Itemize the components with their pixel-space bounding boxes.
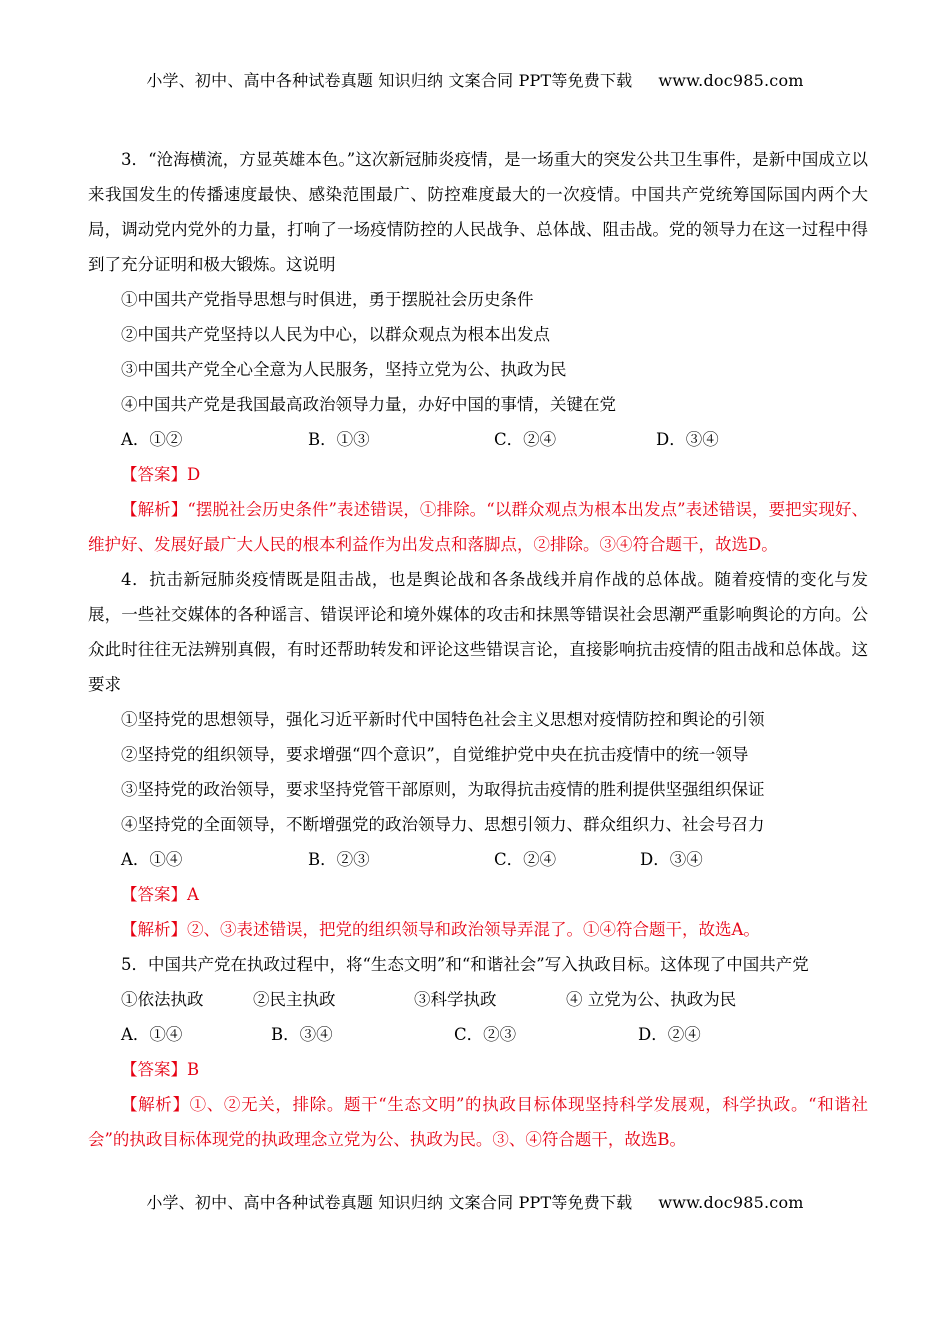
statement-option: ④坚持党的全面领导，不断增强党的政治领导力、思想引领力、群众组织力、社会号召力 — [121, 815, 765, 834]
question-stem: 3．“沧海横流，方显英雄本色。”这次新冠肺炎疫情，是一场重大的突发公共卫生事件，是新中国成立以来我国发生的传播速度最快、感染范围最广、防控难度最大的一次疫情。中国共产党统筹国际国内两个大局，调动党内党外的力量，打响了一场疫情防控的人民战争、总体战、阻击战。党的领导力在这一过程中得到了充分证明和极大锻炼。这说明 — [88, 150, 868, 274]
analysis-text: 【解析】①、②无关，排除。题干“生态文明”的执政目标体现坚持科学发展观，科学执政。“和谐社会”的执政目标体现党的执政理念立党为公、执政为民。③、④符合题干，故选B。 — [88, 1095, 868, 1149]
document-body — [88, 142, 868, 1157]
choice-c: C．②④ — [494, 430, 557, 449]
statement-option: ①坚持党的思想领导，强化习近平新时代中国特色社会主义思想对疫情防控和舆论的引领 — [121, 710, 765, 729]
choice-b: B．②③ — [308, 850, 370, 869]
choice-a: A．①② — [121, 430, 183, 449]
analysis-text: 【解析】②、③表述错误，把党的组织领导和政治领导弄混了。①④符合题干，故选A。 — [121, 920, 760, 939]
statement-option: ④ 立党为公、执政为民 — [566, 990, 737, 1009]
statement-option: ②坚持党的组织领导，要求增强“四个意识”，自觉维护党中央在抗击疫情中的统一领导 — [121, 745, 749, 764]
question-4 — [88, 562, 868, 947]
statement-option: ①依法执政 — [121, 990, 204, 1009]
statement-option: ④中国共产党是我国最高政治领导力量，办好中国的事情，关键在党 — [121, 395, 616, 414]
answer-label: 【答案】D — [121, 465, 201, 484]
choice-d: D．②④ — [638, 1025, 701, 1044]
question-stem: 4．抗击新冠肺炎疫情既是阻击战，也是舆论战和各条战线并肩作战的总体战。随着疫情的变化与发展，一些社交媒体的各种谣言、错误评论和境外媒体的攻击和抹黑等错误社会思潮严重影响舆论的方向。公众此时往往无法辨别真假，有时还帮助转发和评论这些错误言论，直接影响抗击疫情的阻击战和总体战。这要求 — [88, 570, 868, 694]
page-footer — [0, 1190, 950, 1213]
answer-choices — [88, 842, 868, 877]
statement-option: ③坚持党的政治领导，要求坚持党管干部原则，为取得抗击疫情的胜利提供坚强组织保证 — [121, 780, 765, 799]
header-text: 小学、初中、高中各种试卷真题 知识归纳 文案合同 PPT等免费下载 — [146, 71, 633, 90]
answer-label: 【答案】B — [121, 1060, 200, 1079]
choice-c: C．②④ — [494, 850, 557, 869]
choice-a: A．①④ — [121, 850, 183, 869]
question-stem: 5．中国共产党在执政过程中，将“生态文明”和“和谐社会”写入执政目标。这体现了中国共产党 — [121, 955, 809, 974]
statement-option: ②中国共产党坚持以人民为中心，以群众观点为根本出发点 — [121, 325, 550, 344]
statement-options-inline — [88, 982, 868, 1017]
question-5 — [88, 947, 868, 1157]
choice-b: B．③④ — [271, 1025, 333, 1044]
choice-d: D．③④ — [656, 430, 719, 449]
choice-b: B．①③ — [308, 430, 370, 449]
page-header — [0, 68, 950, 91]
choice-a: A．①④ — [121, 1025, 183, 1044]
choice-d: D．③④ — [640, 850, 703, 869]
answer-label: 【答案】A — [121, 885, 199, 904]
footer-site-link[interactable]: www.doc985.com — [658, 1193, 804, 1212]
statement-option: ③科学执政 — [414, 990, 497, 1009]
analysis-text: 【解析】“摆脱社会历史条件”表述错误，①排除。“以群众观点为根本出发点”表述错误，要把实现好、维护好、发展好最广大人民的根本利益作为出发点和落脚点，②排除。③④符合题干，故选D。 — [88, 500, 868, 554]
statement-option: ②民主执政 — [253, 990, 336, 1009]
answer-choices — [88, 422, 868, 457]
statement-option: ③中国共产党全心全意为人民服务，坚持立党为公、执政为民 — [121, 360, 567, 379]
question-3 — [88, 142, 868, 562]
footer-text: 小学、初中、高中各种试卷真题 知识归纳 文案合同 PPT等免费下载 — [146, 1193, 633, 1212]
choice-c: C．②③ — [454, 1025, 517, 1044]
header-site-link[interactable]: www.doc985.com — [658, 71, 804, 90]
answer-choices — [88, 1017, 868, 1052]
statement-option: ①中国共产党指导思想与时俱进，勇于摆脱社会历史条件 — [121, 290, 534, 309]
